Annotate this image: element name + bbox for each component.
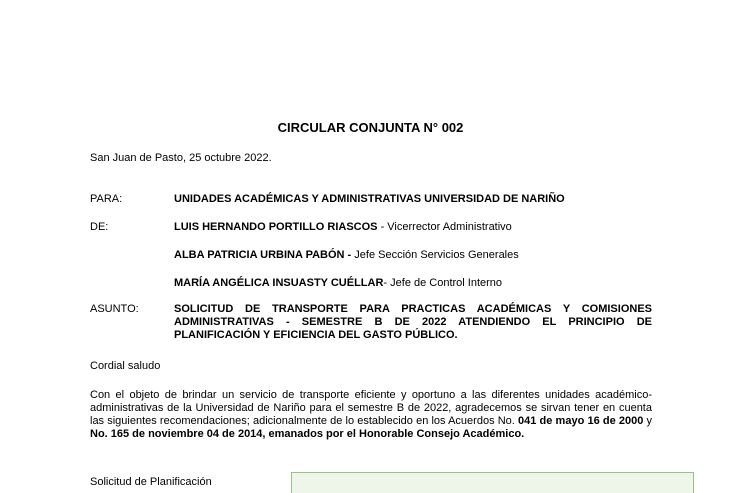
highlight-box xyxy=(291,472,694,493)
sender-1 xyxy=(174,221,512,234)
cut-off-heading: Solicitud de Planificación xyxy=(90,476,212,486)
body-text-2: y xyxy=(643,415,652,427)
de-label: DE: xyxy=(90,221,109,233)
body-bold-1: 041 de mayo 16 de 2000 xyxy=(518,415,644,427)
sender-1-name: LUIS HERNANDO PORTILLO RIASCOS xyxy=(174,221,378,233)
body-paragraph xyxy=(90,389,652,441)
sender-3 xyxy=(174,277,502,290)
sender-2-name: ALBA PATRICIA URBINA PABÓN - xyxy=(174,249,352,261)
para-value: UNIDADES ACADÉMICAS Y ADMINISTRATIVAS UNIVERSIDAD DE NARIÑO xyxy=(174,193,565,205)
greeting: Cordial saludo xyxy=(90,360,161,372)
sender-3-name: MARÍA ANGÉLICA INSUASTY CUÉLLAR xyxy=(174,277,384,289)
document-title: CIRCULAR CONJUNTA N° 002 xyxy=(277,120,464,135)
asunto-value: SOLICITUD DE TRANSPORTE PARA PRACTICAS ACADÉMICAS Y COMISIONES ADMINISTRATIVAS - SEMESTRE B DE 2022 ATENDIENDO EL PRINCIPIO DE PLANIFICACIÓN Y EFICIENCIA DEL GASTO PÚBLICO. xyxy=(174,303,652,341)
sender-2-role: Jefe Sección Servicios Generales xyxy=(351,249,519,261)
body-bold-2: No. 165 de noviembre 04 de 2014, emanados por el Honorable Consejo Académico. xyxy=(90,428,525,440)
body-text-1: Con el objeto de brindar un servicio de transporte eficiente y oportuno a las diferentes unidades académico-administrativas de la Universidad de Nariño para el semestre B de 2022, agradecemos se sirvan tener en cuenta las siguientes recomendaciones; adicionalmente de lo establecido en los Acuerdos No. xyxy=(90,389,652,427)
sender-2 xyxy=(174,249,519,262)
asunto-label: ASUNTO: xyxy=(90,303,139,315)
sender-3-role: - Jefe de Control Interno xyxy=(383,277,503,289)
para-label: PARA: xyxy=(90,193,123,205)
sender-1-role: - Vicerrector Administrativo xyxy=(377,221,512,233)
date-line: San Juan de Pasto, 25 octubre 2022. xyxy=(90,152,272,164)
